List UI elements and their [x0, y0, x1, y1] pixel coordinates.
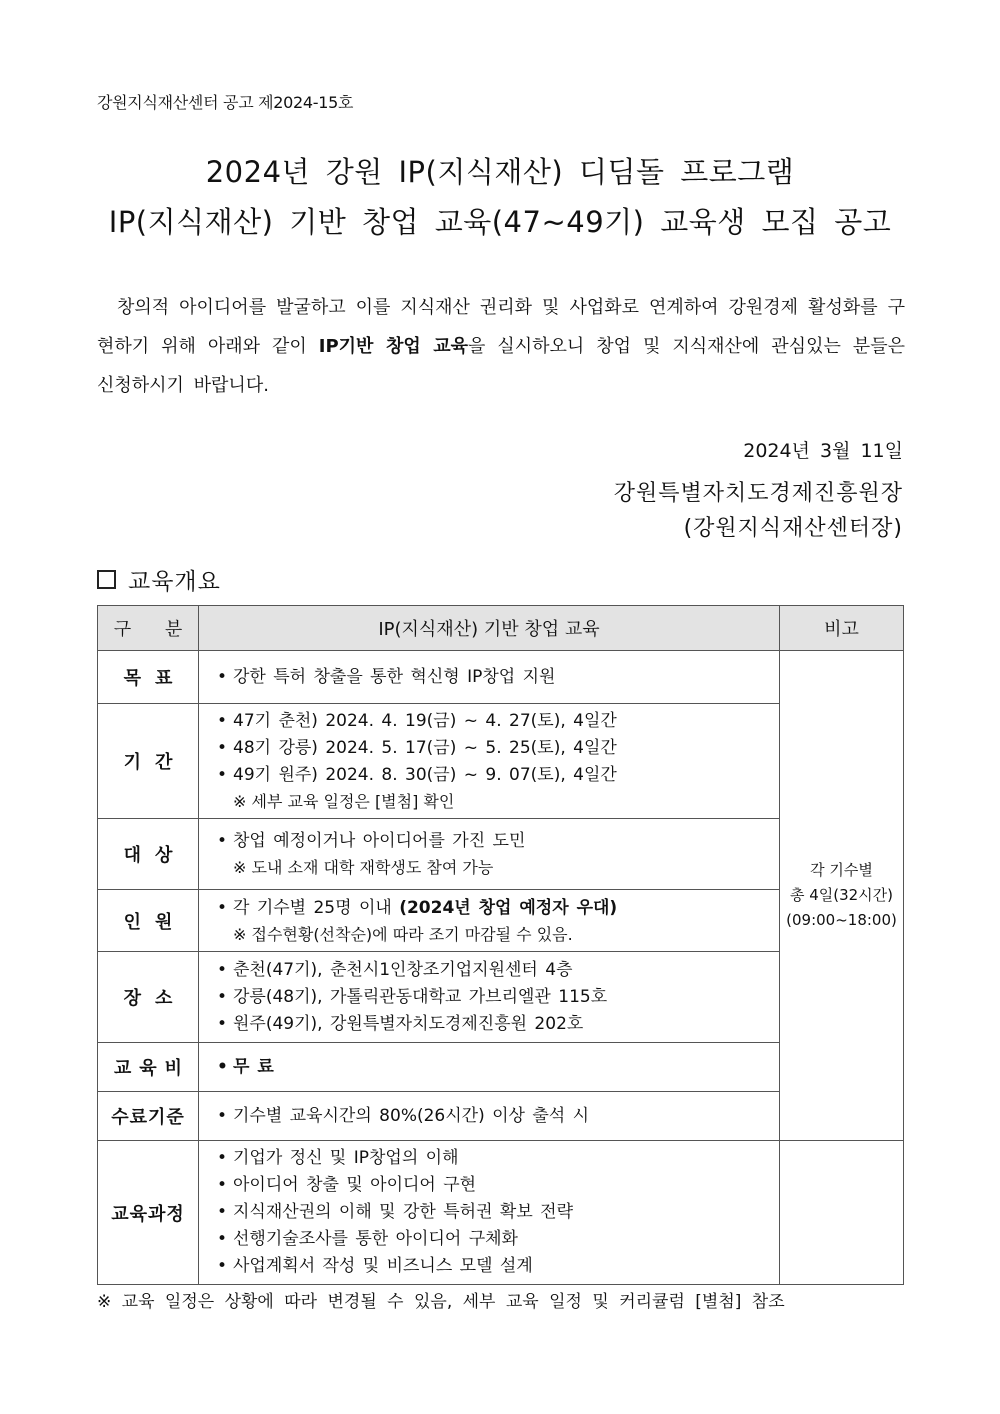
row-label-curriculum: 교육과정	[98, 1141, 199, 1285]
list-item: 49기 원주) 2024. 8. 30(금) ~ 9. 07(토), 4일간	[233, 765, 617, 785]
intro-text-2: 을 실시하오니 창업 및 지식재산에 관심있는 분들은 신청하시기 바랍니다.	[97, 336, 905, 396]
remark-line: (09:00~18:00)	[786, 911, 897, 929]
intro-paragraph	[97, 288, 905, 405]
page-title-line2: IP(지식재산) 기반 창업 교육(47~49기) 교육생 모집 공고	[108, 205, 892, 239]
row-content-period: • 47기 춘천) 2024. 4. 19(금) ~ 4. 27(토), 4일간 • 48기 강릉) 2024. 5. 17(금) ~ 5. 25(토), 4일간 • 49기 원주) 2024. 8. 30(금) ~ 9. 07(토), 4일간 ※ 세부 교육 일정은 [별첨] 확인	[199, 704, 780, 819]
list-item: 아이디어 창출 및 아이디어 구현	[233, 1175, 477, 1195]
capacity-note: ※ 접수현황(선착순)에 따라 조기 마감될 수 있음.	[233, 924, 573, 944]
target-note: ※ 도내 소재 대학 재학생도 참여 가능	[233, 858, 494, 877]
row-label-goal: 목표	[98, 651, 199, 704]
row-content-fee: • 무 료	[199, 1043, 780, 1092]
section-heading	[97, 563, 221, 596]
list-item: 강릉(48기), 가톨릭관동대학교 가브리엘관 115호	[233, 986, 608, 1007]
intro-text-1: 창의적 아이디어를 발굴하고 이를 지식재산 권리화 및 사업화로 연계하여 강원경제 활성화를 구현하기 위해 아래와 같이	[97, 297, 905, 357]
capacity-bold-text: (2024년 창업 예정자 우대)	[399, 897, 618, 918]
row-label-period: 기간	[98, 704, 199, 819]
checkbox-square-icon	[97, 570, 116, 589]
overview-table	[97, 605, 904, 1285]
list-item: 원주(49기), 강원특별자치도경제진흥원 202호	[233, 1013, 584, 1034]
row-label-target: 대상	[98, 819, 199, 890]
header-content: IP(지식재산) 기반 창업 교육	[199, 606, 780, 651]
capacity-text: 각 기수별 25명 이내	[233, 897, 400, 918]
list-item: 창업 예정이거나 아이디어를 가진 도민	[233, 831, 526, 851]
list-item: 선행기술조사를 통한 아이디어 구체화	[233, 1229, 518, 1249]
list-item: 강한 특허 창출을 통한 혁신형 IP창업 지원	[233, 666, 556, 687]
intro-bold: IP기반 창업 교육	[318, 336, 469, 357]
list-item: 무 료	[233, 1056, 274, 1077]
section-title: 교육개요	[128, 569, 221, 595]
table-row-curriculum	[98, 1141, 904, 1285]
row-label-capacity: 인원	[98, 890, 199, 952]
row-content-target: • 창업 예정이거나 아이디어를 가진 도민 ※ 도내 소재 대학 재학생도 참여 가능	[199, 819, 780, 890]
remark-line: 총 4일(32시간)	[789, 886, 894, 904]
notice-date: 2024년 3월 11일	[743, 440, 903, 462]
row-content-location: • 춘천(47기), 춘천시1인창조기업지원센터 4층 • 강릉(48기), 가톨릭관동대학교 가브리엘관 115호 • 원주(49기), 강원특별자치도경제진흥원 202호	[199, 952, 780, 1043]
list-item: 춘천(47기), 춘천시1인창조기업지원센터 4층	[233, 959, 573, 980]
list-item: 기업가 정신 및 IP창업의 이해	[233, 1148, 459, 1168]
page-title-line1: 2024년 강원 IP(지식재산) 디딤돌 프로그램	[205, 155, 795, 189]
list-item: 48기 강릉) 2024. 5. 17(금) ~ 5. 25(토), 4일간	[233, 738, 617, 758]
row-label-completion: 수료기준	[98, 1092, 199, 1141]
period-note: ※ 세부 교육 일정은 [별첨] 확인	[233, 792, 455, 811]
row-content-capacity: • 각 기수별 25명 이내 (2024년 창업 예정자 우대) ※ 접수현황(선착순)에 따라 조기 마감될 수 있음.	[199, 890, 780, 952]
row-content-curriculum: • 기업가 정신 및 IP창업의 이해 • 아이디어 창출 및 아이디어 구현 • 지식재산권의 이해 및 강한 특허권 확보 전략 • 선행기술조사를 통한 아이디어 구체화 • 사업계획서 작성 및 비즈니스 모델 설계	[199, 1141, 780, 1285]
row-content-completion: • 기수별 교육시간의 80%(26시간) 이상 출석 시	[199, 1092, 780, 1141]
remark-cell	[780, 651, 904, 1141]
issuer-line2: (강원지식재산센터장)	[683, 516, 903, 541]
list-item: 지식재산권의 이해 및 강한 특허권 확보 전략	[233, 1202, 574, 1222]
row-label-fee: 교육비	[98, 1043, 199, 1092]
table-row-goal	[98, 651, 904, 704]
issuer-line1: 강원특별자치도경제진흥원장	[613, 481, 903, 506]
footer-note: ※ 교육 일정은 상황에 따라 변경될 수 있음, 세부 교육 일정 및 커리큘럼 [별첨] 참조	[97, 1292, 785, 1312]
notice-number: 강원지식재산센터 공고 제2024-15호	[97, 93, 354, 112]
list-item: 기수별 교육시간의 80%(26시간) 이상 출석 시	[233, 1105, 590, 1126]
list-item: 47기 춘천) 2024. 4. 19(금) ~ 4. 27(토), 4일간	[233, 711, 617, 731]
remark-line: 각 기수별	[810, 861, 873, 879]
header-category: 구 분	[98, 606, 199, 651]
row-content-goal: • 강한 특허 창출을 통한 혁신형 IP창업 지원	[199, 651, 780, 704]
table-header-row	[98, 606, 904, 651]
remark-empty-cell	[780, 1141, 904, 1285]
row-label-location: 장소	[98, 952, 199, 1043]
list-item: 사업계획서 작성 및 비즈니스 모델 설계	[233, 1256, 533, 1276]
header-remark: 비고	[780, 606, 904, 651]
